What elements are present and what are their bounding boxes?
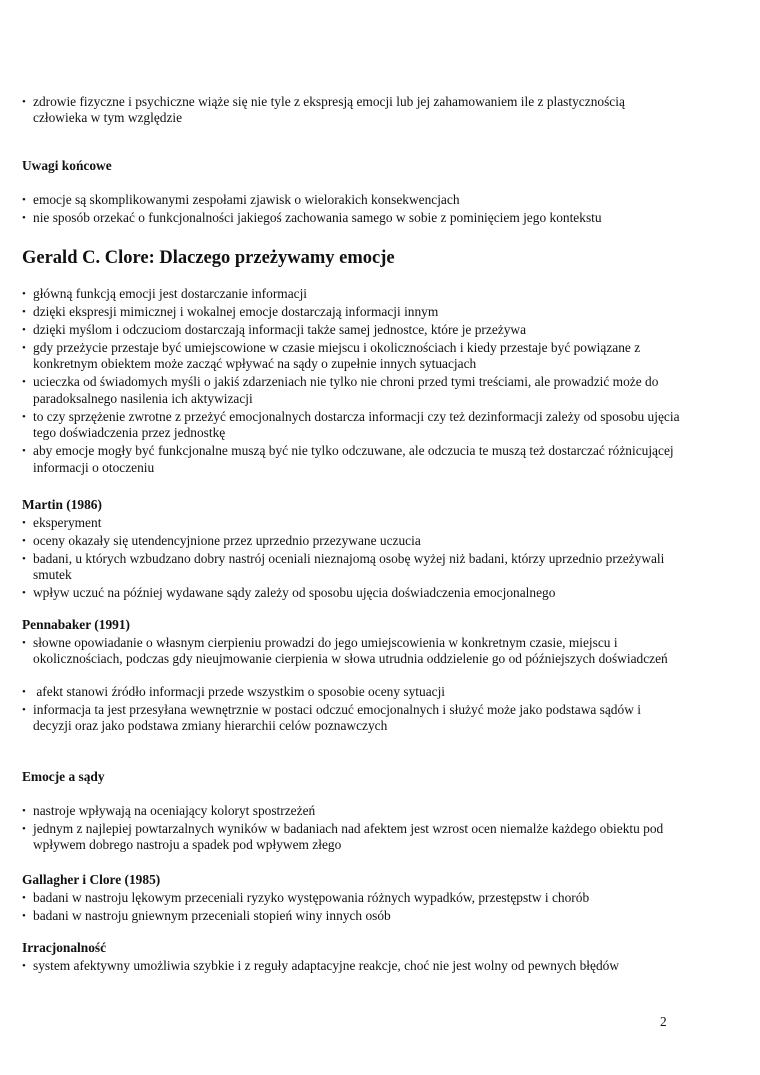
intro-section	[22, 94, 682, 128]
section-heading: Gallagher i Clore (1985)	[22, 872, 161, 887]
section-martin	[22, 497, 682, 603]
section-gallagher	[22, 872, 682, 926]
list-item: • nastroje wpływają na oceniający koloryt spostrzeżeń	[22, 803, 682, 819]
list-item: • oceny okazały się utendencyjnione przez uprzednio przezywane uczucia	[22, 533, 682, 549]
list-item: • słowne opowiadanie o własnym cierpieniu prowadzi do jego umiejscowienia w konkretnym czasie, miejscu i okolicznościach, podczas gdy nieujmowanie cierpienia w słowa utrudnia oddzielenie go od późniejszych doświadczeń	[22, 635, 682, 668]
list-item: • system afektywny umożliwia szybkie i z reguły adaptacyjne reakcje, choć nie jest wolny od pewnych błędów	[22, 958, 682, 974]
chapter-title: Gerald C. Clore: Dlaczego przeżywamy emocje	[22, 248, 395, 268]
section-emocje-a-sady	[22, 769, 682, 855]
section-heading: Pennabaker (1991)	[22, 617, 130, 632]
list-item: • to czy sprzężenie zwrotne z przeżyć emocjonalnych dostarcza informacji czy też dezinformacji zależy od sposobu ujęcia tego doświadczenia przez jednostkę	[22, 409, 682, 442]
bullet-list	[22, 94, 682, 127]
section-heading: Emocje a sądy	[22, 769, 105, 784]
list-item: • badani, u których wzbudzano dobry nastrój oceniali nieznajomą osobę wyżej niż badani, którzy uprzednio przeżywali smutek	[22, 551, 682, 584]
list-item: • badani w nastroju gniewnym przeceniali stopień winy innych osób	[22, 908, 682, 924]
list-item: • dzięki ekspresji mimicznej i wokalnej emocje dostarczają informacji innym	[22, 304, 682, 320]
bullet-list	[22, 890, 682, 924]
bullet-list	[22, 192, 682, 226]
section-uwagi	[22, 158, 682, 228]
list-item: • zdrowie fizyczne i psychiczne wiąże się nie tyle z ekspresją emocji lub jej zahamowaniem ile z plastycznością człowieka w tym względzie	[22, 94, 682, 127]
bullet-list	[22, 684, 682, 735]
list-item: • gdy przeżycie przestaje być umiejscowione w czasie miejscu i okolicznościach i kiedy przestaje być powiązane z konkretnym obiektem może zacząć wpływać na sądy o zupełnie innych sytuacjach	[22, 340, 682, 373]
bullet-list	[22, 635, 682, 668]
list-item: • eksperyment	[22, 515, 682, 531]
bullet-list	[22, 286, 682, 476]
section-heading: Martin (1986)	[22, 497, 102, 512]
section-clore	[22, 247, 682, 478]
section-irracjonalnosc	[22, 940, 682, 976]
list-item: • dzięki myślom i odczuciom dostarczają informacji także samej jednostce, które je przeżywa	[22, 322, 682, 338]
list-item: • emocje są skomplikowanymi zespołami zjawisk o wielorakich konsekwencjach	[22, 192, 682, 208]
list-item: • afekt stanowi źródło informacji przede wszystkim o sposobie oceny sytuacji	[22, 684, 682, 700]
list-item: • informacja ta jest przesyłana wewnętrznie w postaci odczuć emocjonalnych i służyć może jako podstawa sądów i decyzji oraz jako podstawa zmiany hierarchii celów poznawczych	[22, 702, 682, 735]
list-item: • wpływ uczuć na później wydawane sądy zależy od sposobu ujęcia doświadczenia emocjonalnego	[22, 585, 682, 601]
page-number: 2	[660, 1014, 667, 1029]
bullet-list	[22, 803, 682, 854]
bullet-list	[22, 958, 682, 974]
section-heading: Uwagi końcowe	[22, 158, 112, 173]
section-pennabaker	[22, 617, 682, 736]
list-item: • główną funkcją emocji jest dostarczanie informacji	[22, 286, 682, 302]
section-heading: Irracjonalność	[22, 940, 107, 955]
list-item: • ucieczka od świadomych myśli o jakiś zdarzeniach nie tylko nie chroni przed tymi treściami, ale prowadzić może do paradoksalnego nasilenia ich aktywizacji	[22, 374, 682, 407]
list-item: • nie sposób orzekać o funkcjonalności jakiegoś zachowania samego w sobie z pominięciem jego kontekstu	[22, 210, 682, 226]
list-item: • badani w nastroju lękowym przeceniali ryzyko występowania różnych wypadków, przestępstw i chorób	[22, 890, 682, 906]
list-item: • aby emocje mogły być funkcjonalne muszą być nie tylko odczuwane, ale odczucia te muszą też dostarczać różnicującej informacji o otoczeniu	[22, 443, 682, 476]
bullet-list	[22, 515, 682, 602]
list-item: • jednym z najlepiej powtarzalnych wyników w badaniach nad afektem jest wzrost ocen niemalże każdego obiektu pod wpływem dobrego nastroju a spadek pod wpływem złego	[22, 821, 693, 854]
